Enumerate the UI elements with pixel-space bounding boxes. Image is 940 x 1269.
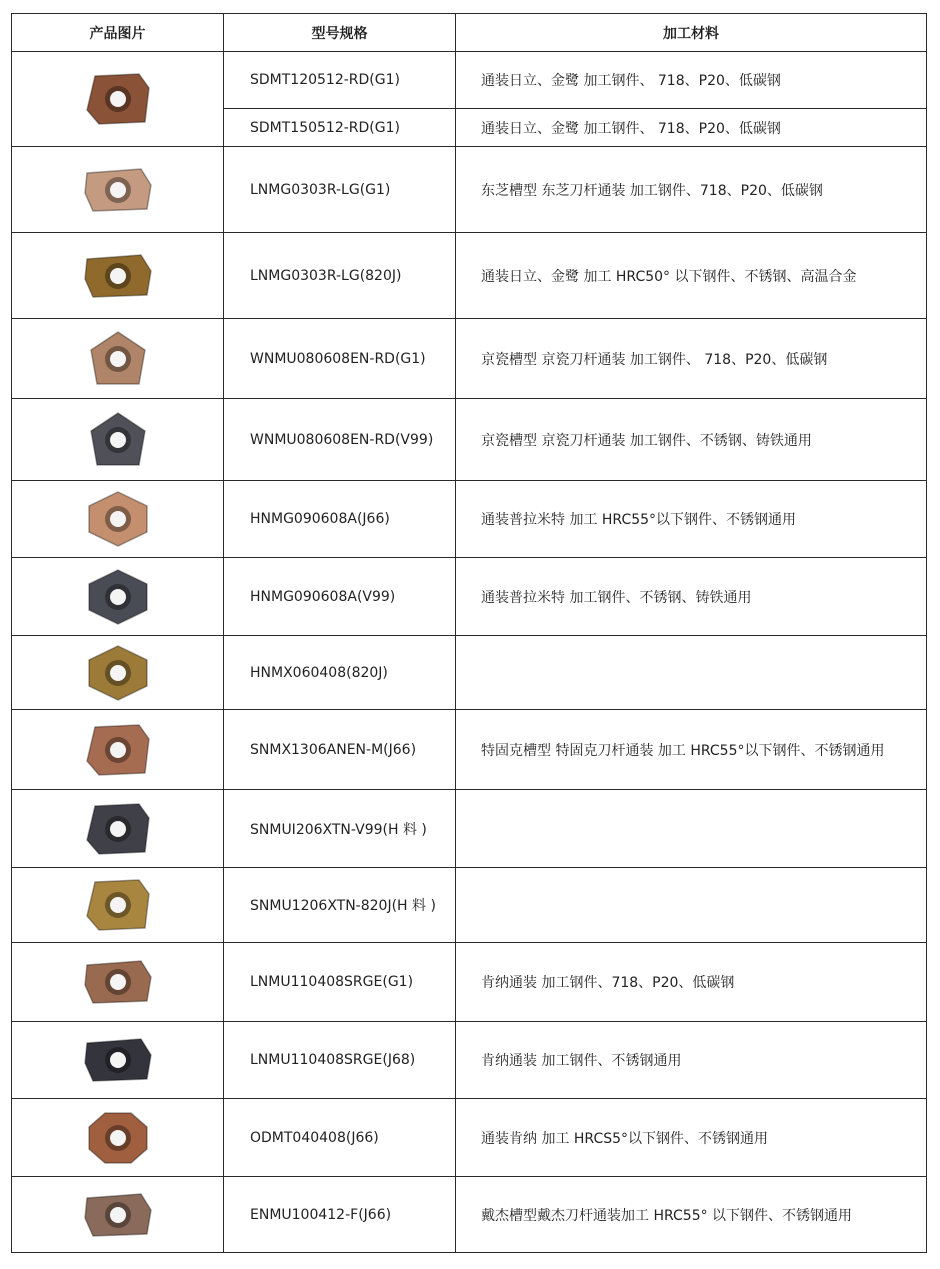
rect-insert-icon xyxy=(12,1031,223,1089)
material-cell: 京瓷槽型 京瓷刀杆通装 加工钢件、不锈钢、铸铁通用 xyxy=(456,399,927,481)
hexagon-insert-icon xyxy=(12,568,223,626)
model-cell: HNMG090608A(V99) xyxy=(224,558,456,636)
rect-insert-icon xyxy=(12,247,223,305)
table-row xyxy=(12,710,927,790)
table-row xyxy=(12,636,927,710)
square-insert-icon xyxy=(12,70,223,128)
octagon-insert-icon xyxy=(12,1109,223,1167)
table-row xyxy=(12,481,927,558)
material-cell: 戴杰槽型戴杰刀杆通装加工 HRC55° 以下钢件、不锈钢通用 xyxy=(456,1177,927,1253)
product-image-cell xyxy=(12,558,224,636)
model-cell: ODMT040408(J66) xyxy=(224,1099,456,1177)
product-image-cell xyxy=(12,636,224,710)
trigon-insert-icon xyxy=(12,330,223,388)
header-material: 加工材料 xyxy=(456,14,927,52)
product-image-cell xyxy=(12,790,224,868)
table-row xyxy=(12,399,927,481)
table-row xyxy=(12,1022,927,1099)
product-image-cell xyxy=(12,147,224,233)
model-cell: LNMG0303R-LG(G1) xyxy=(224,147,456,233)
product-image-cell xyxy=(12,1177,224,1253)
material-cell: 东芝槽型 东芝刀杆通装 加工钢件、718、P20、低碳钢 xyxy=(456,147,927,233)
model-cell: LNMG0303R-LG(820J) xyxy=(224,233,456,319)
material-cell: 京瓷槽型 京瓷刀杆通装 加工钢件、 718、P20、低碳钢 xyxy=(456,319,927,399)
material-cell: 通装日立、金鹭 加工 HRC50° 以下钢件、不锈钢、高温合金 xyxy=(456,233,927,319)
trigon-insert-icon xyxy=(12,411,223,469)
table-row xyxy=(12,558,927,636)
hexagon-insert-icon xyxy=(12,490,223,548)
material-cell xyxy=(456,868,927,943)
product-image-cell xyxy=(12,233,224,319)
table-row xyxy=(12,1177,927,1253)
material-cell: 通装肯纳 加工 HRCS5°以下钢件、不锈钢通用 xyxy=(456,1099,927,1177)
product-image-cell xyxy=(12,319,224,399)
table-row xyxy=(12,233,927,319)
model-cell: ENMU100412-F(J66) xyxy=(224,1177,456,1253)
model-cell: SNMX1306ANEN-M(J66) xyxy=(224,710,456,790)
model-cell: WNMU080608EN-RD(V99) xyxy=(224,399,456,481)
model-cell: LNMU110408SRGE(G1) xyxy=(224,943,456,1022)
table-row xyxy=(12,147,927,233)
model-cell: WNMU080608EN-RD(G1) xyxy=(224,319,456,399)
model-cell: LNMU110408SRGE(J68) xyxy=(224,1022,456,1099)
material-cell: 肯纳通装 加工钢件、不锈钢通用 xyxy=(456,1022,927,1099)
product-image-cell xyxy=(12,481,224,558)
rect-insert-icon xyxy=(12,161,223,219)
header-model: 型号规格 xyxy=(224,14,456,52)
product-image-cell xyxy=(12,52,224,147)
table-header-row xyxy=(12,14,927,52)
material-cell: 通装普拉米特 加工钢件、不锈钢、铸铁通用 xyxy=(456,558,927,636)
rect-insert-icon xyxy=(12,953,223,1011)
table-row xyxy=(12,790,927,868)
material-cell: 肯纳通装 加工钢件、718、P20、低碳钢 xyxy=(456,943,927,1022)
product-image-cell xyxy=(12,868,224,943)
table-row xyxy=(12,52,927,109)
table-row xyxy=(12,1099,927,1177)
product-image-cell xyxy=(12,399,224,481)
square-insert-icon xyxy=(12,876,223,934)
table-row xyxy=(12,943,927,1022)
product-image-cell xyxy=(12,943,224,1022)
rect-insert-icon xyxy=(12,1186,223,1244)
header-image: 产品图片 xyxy=(12,14,224,52)
product-image-cell xyxy=(12,1099,224,1177)
model-cell: SDMT150512-RD(G1) xyxy=(224,109,456,147)
product-image-cell xyxy=(12,710,224,790)
model-cell: HNMG090608A(J66) xyxy=(224,481,456,558)
model-cell: SDMT120512-RD(G1) xyxy=(224,52,456,109)
square-insert-icon xyxy=(12,721,223,779)
table-row xyxy=(12,868,927,943)
material-cell xyxy=(456,636,927,710)
model-cell: SNMUI206XTN-V99(H 料 ) xyxy=(224,790,456,868)
model-cell: HNMX060408(820J) xyxy=(224,636,456,710)
material-cell: 通装普拉米特 加工 HRC55°以下钢件、不锈钢通用 xyxy=(456,481,927,558)
product-table xyxy=(11,13,927,1253)
material-cell: 通装日立、金鹭 加工钢件、 718、P20、低碳钢 xyxy=(456,52,927,109)
material-cell: 特固克槽型 特固克刀杆通装 加工 HRC55°以下钢件、不锈钢通用 xyxy=(456,710,927,790)
hexagon-insert-icon xyxy=(12,644,223,702)
material-cell: 通装日立、金鹭 加工钢件、 718、P20、低碳钢 xyxy=(456,109,927,147)
square-insert-icon xyxy=(12,800,223,858)
product-image-cell xyxy=(12,1022,224,1099)
material-cell xyxy=(456,790,927,868)
model-cell: SNMU1206XTN-820J(H 料 ) xyxy=(224,868,456,943)
table-row xyxy=(12,319,927,399)
